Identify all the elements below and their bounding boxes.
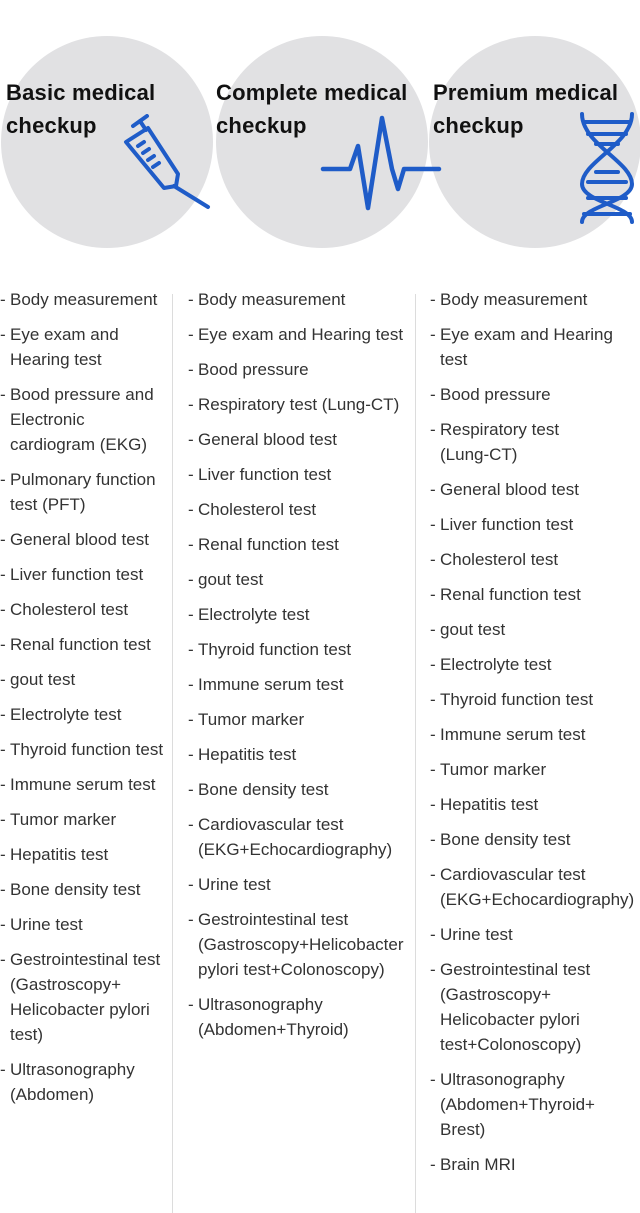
list-item: - Bone density test (0, 877, 172, 902)
list-item: - Bone density test (188, 777, 416, 802)
list-item: - General blood test (188, 427, 416, 452)
list-item: - Body measurement (188, 287, 416, 312)
syringe-icon (118, 114, 214, 212)
list-item: - General blood test (430, 477, 640, 502)
list-item: - General blood test (0, 527, 172, 552)
list-item: - Body measurement (0, 287, 172, 312)
list-item: - Eye exam and Hearing test (188, 322, 416, 347)
plans-header (0, 0, 640, 260)
complete-plan-title: Complete medical checkup (216, 80, 408, 138)
list-item: - Ultrasonography (Abdomen) (0, 1057, 172, 1107)
list-item: - Urine test (188, 872, 416, 897)
premium-plan-items (430, 287, 640, 1177)
list-item: - Immune serum test (0, 772, 172, 797)
list-item: - Renal function test (0, 632, 172, 657)
premium-plan-column (430, 287, 640, 1187)
list-item: - Ultrasonography (Abdomen+Thyroid) (188, 992, 416, 1042)
list-item: - gout test (0, 667, 172, 692)
list-item: - Electrolyte test (430, 652, 640, 677)
list-item: - Immune serum test (188, 672, 416, 697)
list-item: - Gestrointestinal test (Gastroscopy+ Helicobacter pylori test+Colonoscopy) (430, 957, 640, 1057)
list-item: - Tumor marker (430, 757, 640, 782)
list-item: - Cholesterol test (430, 547, 640, 572)
column-divider (172, 294, 173, 1213)
list-item: - Hepatitis test (188, 742, 416, 767)
list-item: - Cholesterol test (188, 497, 416, 522)
list-item: - Electrolyte test (0, 702, 172, 727)
list-item: - Liver function test (188, 462, 416, 487)
complete-plan-column (188, 287, 416, 1052)
list-item: - Cholesterol test (0, 597, 172, 622)
list-item: - Brain MRI (430, 1152, 640, 1177)
heartbeat-icon (320, 114, 442, 214)
dna-icon (576, 110, 638, 226)
list-item: - Bood pressure and Electronic cardiogram (EKG) (0, 382, 172, 457)
list-item: - Respiratory test (Lung-CT) (188, 392, 416, 417)
premium-plan-title: Premium medical checkup (433, 80, 619, 138)
list-item: - Renal function test (430, 582, 640, 607)
list-item: - Gestrointestinal test (Gastroscopy+Helicobacter pylori test+Colonoscopy) (188, 907, 416, 982)
basic-plan-column (0, 287, 172, 1117)
basic-plan-items (0, 287, 172, 1107)
list-item: - Ultrasonography (Abdomen+Thyroid+ Brest) (430, 1067, 640, 1142)
basic-plan-title: Basic medical checkup (6, 80, 156, 138)
list-item: - Immune serum test (430, 722, 640, 747)
list-item: - Cardiovascular test (EKG+Echocardiography) (188, 812, 416, 862)
list-item: - gout test (430, 617, 640, 642)
list-item: - Body measurement (430, 287, 640, 312)
list-item: - Bone density test (430, 827, 640, 852)
list-item: - Eye exam and Hearing test (430, 322, 640, 372)
list-item: - Thyroid function test (430, 687, 640, 712)
list-item: - Cardiovascular test (EKG+Echocardiography) (430, 862, 640, 912)
list-item: - Electrolyte test (188, 602, 416, 627)
list-item: - Thyroid function test (0, 737, 172, 762)
list-item: - Tumor marker (188, 707, 416, 732)
list-item: - Hepatitis test (0, 842, 172, 867)
list-item: - Urine test (430, 922, 640, 947)
list-item: - Pulmonary function test (PFT) (0, 467, 172, 517)
complete-plan-items (188, 287, 416, 1042)
list-item: - Thyroid function test (188, 637, 416, 662)
list-item: - Renal function test (188, 532, 416, 557)
list-item: - Liver function test (430, 512, 640, 537)
list-item: - Gestrointestinal test (Gastroscopy+ Helicobacter pylori test) (0, 947, 172, 1047)
list-item: - gout test (188, 567, 416, 592)
list-item: - Bood pressure (188, 357, 416, 382)
list-item: - Tumor marker (0, 807, 172, 832)
list-item: - Respiratory test (Lung-CT) (430, 417, 640, 467)
list-item: - Urine test (0, 912, 172, 937)
list-item: - Hepatitis test (430, 792, 640, 817)
list-item: - Eye exam and Hearing test (0, 322, 172, 372)
list-item: - Bood pressure (430, 382, 640, 407)
list-item: - Liver function test (0, 562, 172, 587)
